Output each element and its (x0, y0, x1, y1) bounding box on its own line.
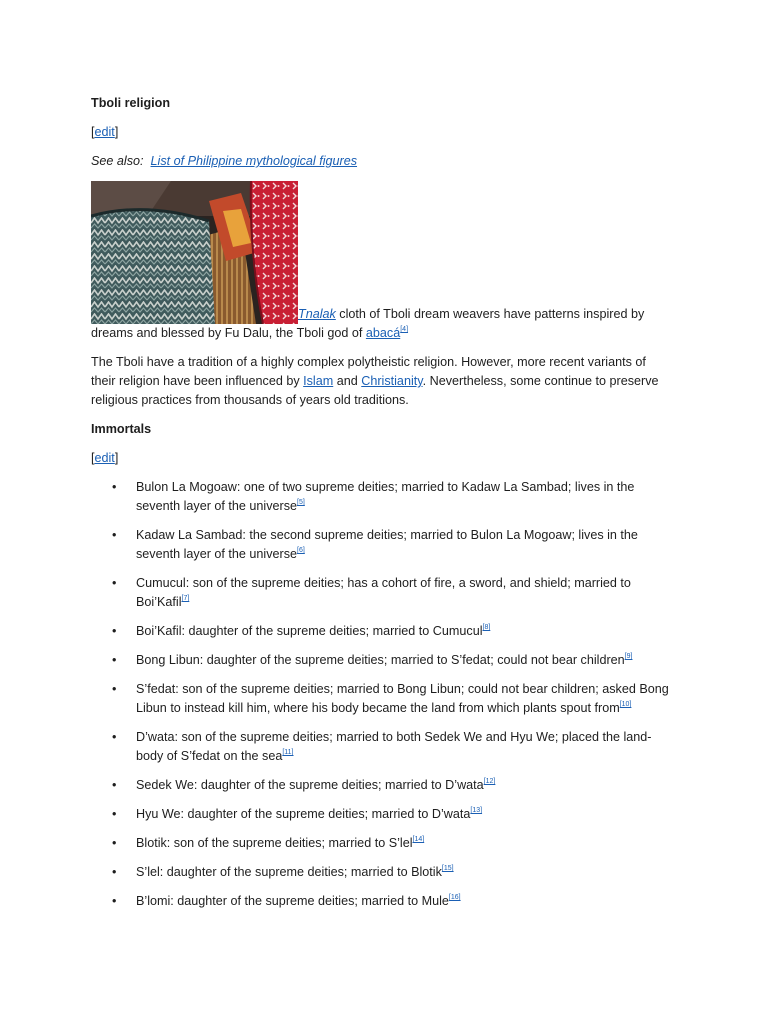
citation-ref (442, 865, 454, 872)
bullet-icon: • (112, 576, 117, 590)
section-title-tboli-religion: Tboli religion (91, 96, 171, 110)
intro-text-part1: The Tboli have a tradition of a highly complex polytheistic religion. However, more recent variants of their religion have been influenced by (91, 355, 646, 388)
bullet-icon: • (112, 528, 117, 542)
citation-link[interactable]: [15] (441, 865, 454, 872)
list-item-text: S’fedat: son of the supreme deities; married to Bong Libun; could not bear children; asked Bong Libun to instead kill him, where his body became the land from which plants spout from (136, 682, 669, 715)
citation-link[interactable]: [9] (624, 653, 633, 660)
tnalak-cloth-image (91, 181, 298, 324)
edit-section-control (91, 123, 671, 142)
list-item (91, 574, 671, 612)
citation-link[interactable]: [8] (482, 624, 491, 631)
bullet-icon: • (112, 865, 117, 879)
list-item (91, 478, 671, 516)
citation-ref (483, 624, 491, 631)
list-item-text: Kadaw La Sambad: the second supreme deities; married to Bulon La Mogoaw; lives in the seventh layer of the universe (136, 528, 638, 561)
list-item-text: Boi’Kafil: daughter of the supreme deities; married to Cumucul (136, 624, 483, 638)
citation-ref (449, 894, 461, 901)
edit-bracket-close: ] (114, 125, 119, 139)
see-also-prefix: See also: (91, 154, 144, 168)
list-item-text: D’wata: son of the supreme deities; married to both Sedek We and Hyu We; placed the land-body of S’fedat on the sea (136, 730, 652, 763)
bullet-icon: • (112, 807, 117, 821)
figure-with-caption (91, 181, 671, 343)
bullet-icon: • (112, 778, 117, 792)
see-also-note (91, 152, 671, 171)
citation-link[interactable]: [12] (483, 778, 496, 785)
citation-ref (413, 836, 425, 843)
list-item (91, 776, 671, 795)
list-item-text: Blotik: son of the supreme deities; married to S’lel (136, 836, 413, 850)
intro-text-part2: and (333, 374, 362, 388)
citation-link[interactable]: [5] (297, 499, 305, 506)
christianity-link[interactable]: Christianity (361, 374, 423, 388)
edit-bracket-open: [ (91, 451, 95, 465)
bullet-icon: • (112, 894, 117, 908)
list-item-text: Bulon La Mogoaw: one of two supreme deities; married to Kadaw La Sambad; lives in the seventh layer of the universe (136, 480, 635, 513)
list-item (91, 622, 671, 641)
citation-ref (182, 595, 190, 602)
citation-4 (400, 326, 408, 333)
intro-paragraph (91, 353, 671, 410)
see-also-link[interactable]: List of Philippine mythological figures (150, 154, 358, 168)
citation-link[interactable]: [6] (297, 547, 305, 554)
citation-ref (625, 653, 633, 660)
citation-link[interactable]: [7] (181, 595, 190, 602)
islam-link[interactable]: Islam (303, 374, 334, 388)
list-item-text: Hyu We: daughter of the supreme deities; married to D’wata (136, 807, 471, 821)
list-item-text: Bong Libun: daughter of the supreme deities; married to S’fedat; could not bear children (136, 653, 625, 667)
edit-bracket-open: [ (91, 125, 95, 139)
citation-link[interactable]: [13] (470, 807, 483, 814)
abaca-link[interactable]: abacá (365, 326, 401, 340)
citation-ref (620, 701, 632, 708)
edit-bracket-close: ] (114, 451, 119, 465)
list-item (91, 863, 671, 882)
bullet-icon: • (112, 653, 117, 667)
list-item (91, 651, 671, 670)
list-item (91, 834, 671, 853)
edit-section-control (91, 449, 671, 468)
bullet-icon: • (112, 682, 117, 696)
list-item-text: B’lomi: daughter of the supreme deities; married to Mule (136, 894, 449, 908)
citation-link[interactable]: [16] (448, 894, 461, 901)
article-content (91, 94, 671, 921)
citation-link[interactable]: [11] (282, 749, 294, 756)
immortals-list (91, 478, 671, 911)
intro-text-part3: . Nevertheless, some continue to preserve religious practices from thousands of years old traditions. (91, 374, 659, 407)
citation-ref (484, 778, 496, 785)
edit-link[interactable]: edit (94, 451, 115, 465)
list-item-text: Cumucul: son of the supreme deities; has a cohort of fire, a sword, and shield; married to Boi’Kafil (136, 576, 631, 609)
citation-link[interactable]: [14] (412, 836, 425, 843)
citation-ref (297, 499, 305, 506)
citation-link[interactable]: [10] (619, 701, 632, 708)
list-item (91, 680, 671, 718)
citation-ref (282, 749, 293, 756)
list-item (91, 892, 671, 911)
list-item (91, 526, 671, 564)
list-item-text: S’lel: daughter of the supreme deities; married to Blotik (136, 865, 442, 879)
bullet-icon: • (112, 730, 117, 744)
bullet-icon: • (112, 836, 117, 850)
edit-link[interactable]: edit (94, 125, 115, 139)
list-item (91, 805, 671, 824)
citation-4-link[interactable]: [4] (400, 326, 409, 333)
bullet-icon: • (112, 624, 117, 638)
list-item (91, 728, 671, 766)
list-item-text: Sedek We: daughter of the supreme deities; married to D’wata (136, 778, 484, 792)
citation-ref (297, 547, 305, 554)
section-title-immortals: Immortals (91, 422, 152, 436)
tnalak-link[interactable]: Tnalak (298, 307, 336, 321)
figure-caption-text: cloth of Tboli dream weavers have patterns inspired by dreams and blessed by Fu Dalu, the Tboli god of (91, 307, 645, 340)
citation-ref (470, 807, 482, 814)
bullet-icon: • (112, 480, 117, 494)
